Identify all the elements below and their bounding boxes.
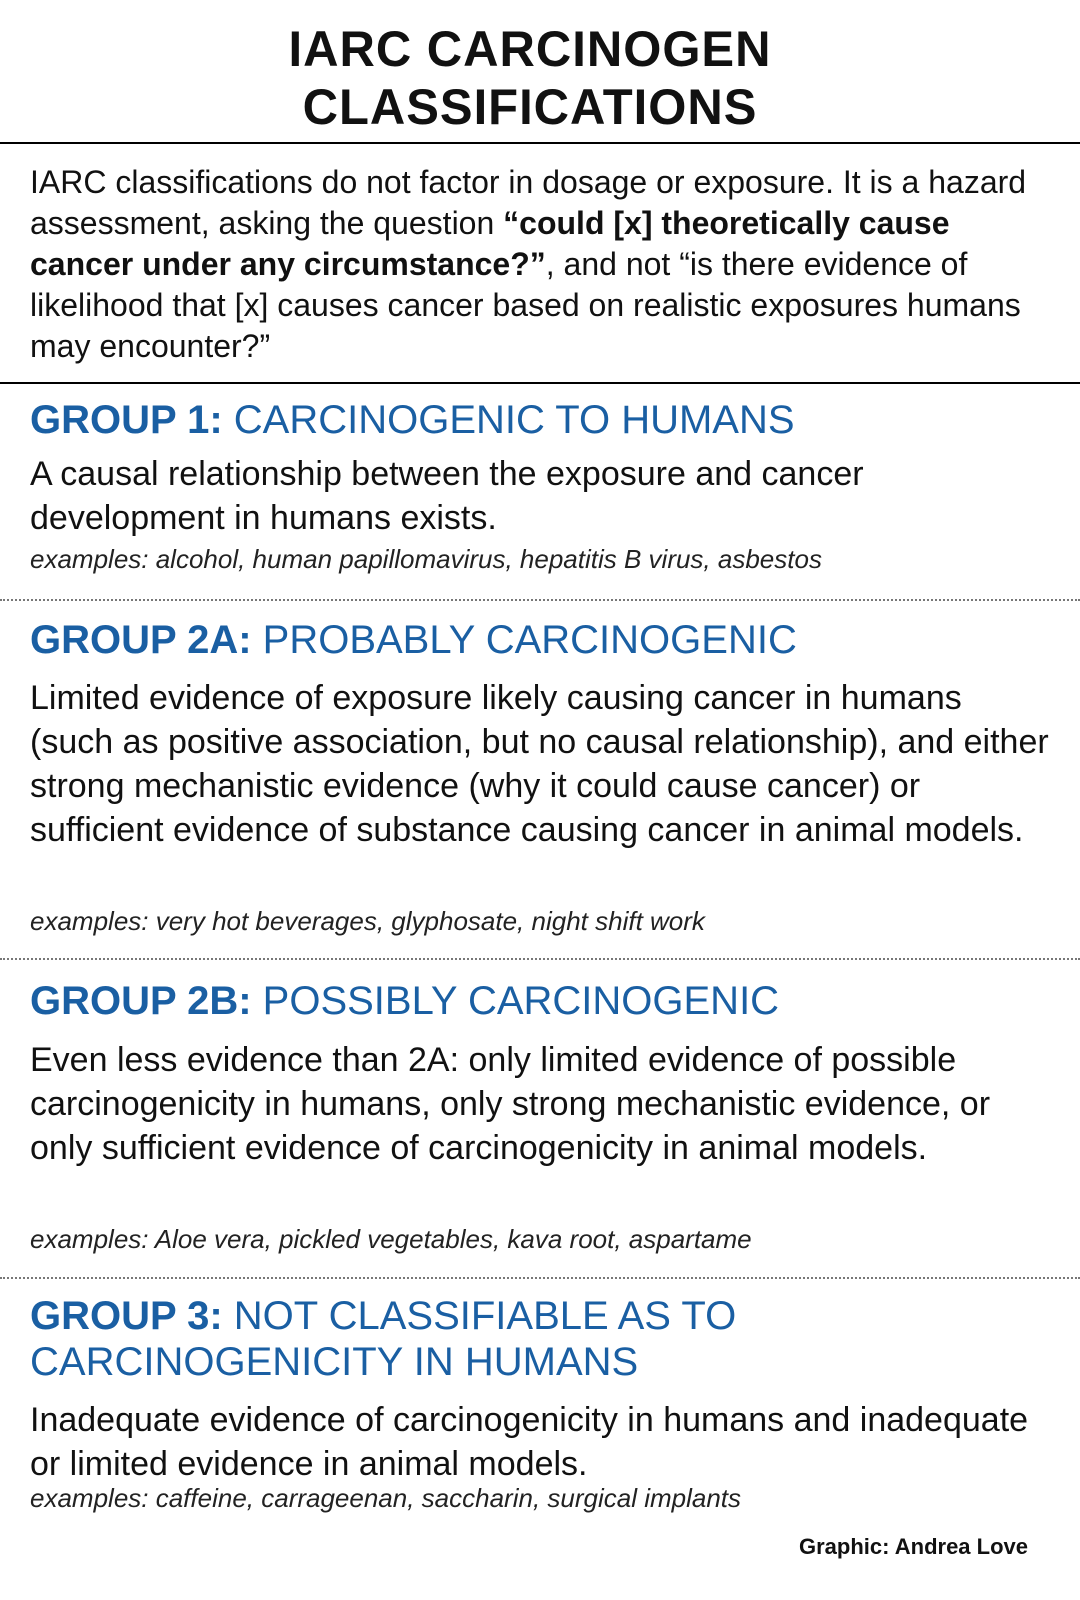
group-divider-1 bbox=[0, 599, 1080, 601]
group-3-heading bbox=[30, 1293, 930, 1385]
title-divider bbox=[0, 142, 1080, 144]
page-title bbox=[11, 20, 1050, 136]
graphic-credit: Graphic: Andrea Love bbox=[798, 1534, 1028, 1559]
group-2b-label: GROUP 2B: bbox=[30, 979, 252, 1023]
title-line-2: CLASSIFICATIONS bbox=[302, 79, 758, 135]
group-2a-heading bbox=[30, 617, 797, 663]
group-2b-description: Even less evidence than 2A: only limited evidence of possible carcinogenicity in humans, only strong mechanistic evidence, or only sufficient evidence of carcinogenicity in animal models. bbox=[30, 1041, 991, 1167]
group-1-label: GROUP 1: bbox=[30, 398, 223, 442]
group-1-examples: examples: alcohol, human papillomavirus, hepatitis B virus, asbestos bbox=[30, 544, 822, 574]
group-3-examples: examples: caffeine, carrageenan, saccharin, surgical implants bbox=[30, 1483, 742, 1513]
group-2a-label: GROUP 2A: bbox=[30, 618, 252, 662]
group-divider-3 bbox=[0, 1277, 1080, 1279]
group-2b-heading bbox=[30, 978, 779, 1024]
intro-text-1: IARC classifications do not factor in dosage or exposure. It is a hazard assessment, asking the question bbox=[30, 164, 1027, 241]
group-3-name: NOT CLASSIFIABLE AS TO CARCINOGENICITY IN HUMANS bbox=[30, 1294, 737, 1384]
group-1-heading bbox=[30, 397, 795, 443]
intro-text-2: , and not “is there evidence of likelihood that [x] causes cancer based on realistic exposures humans may encounter?” bbox=[30, 246, 1021, 364]
group-1-description: A causal relationship between the exposure and cancer development in humans exists. bbox=[30, 455, 864, 537]
group-1-name: CARCINOGENIC TO HUMANS bbox=[222, 398, 795, 442]
group-3-label: GROUP 3: bbox=[30, 1294, 223, 1338]
intro-paragraph bbox=[30, 162, 1060, 367]
group-divider-2 bbox=[0, 958, 1080, 960]
group-2b-name: POSSIBLY CARCINOGENIC bbox=[251, 979, 780, 1023]
group-2a-name: PROBABLY CARCINOGENIC bbox=[251, 618, 797, 662]
group-2a-examples: examples: very hot beverages, glyphosate, night shift work bbox=[30, 906, 705, 936]
title-line-1: IARC CARCINOGEN bbox=[288, 21, 772, 77]
intro-bold-question: “could [x] theoretically cause cancer under any circumstance?” bbox=[30, 205, 950, 282]
group-3-description: Inadequate evidence of carcinogenicity in humans and inadequate or limited evidence in animal models. bbox=[30, 1401, 1029, 1483]
group-2a-description: Limited evidence of exposure likely causing cancer in humans (such as positive association, but no causal relationship), and either strong mechanistic evidence (why it could cause cancer) or sufficient evidence of substance causing cancer in animal models. bbox=[30, 679, 1049, 849]
group-2b-examples: examples: Aloe vera, pickled vegetables, kava root, aspartame bbox=[30, 1224, 752, 1254]
intro-divider bbox=[0, 382, 1080, 384]
